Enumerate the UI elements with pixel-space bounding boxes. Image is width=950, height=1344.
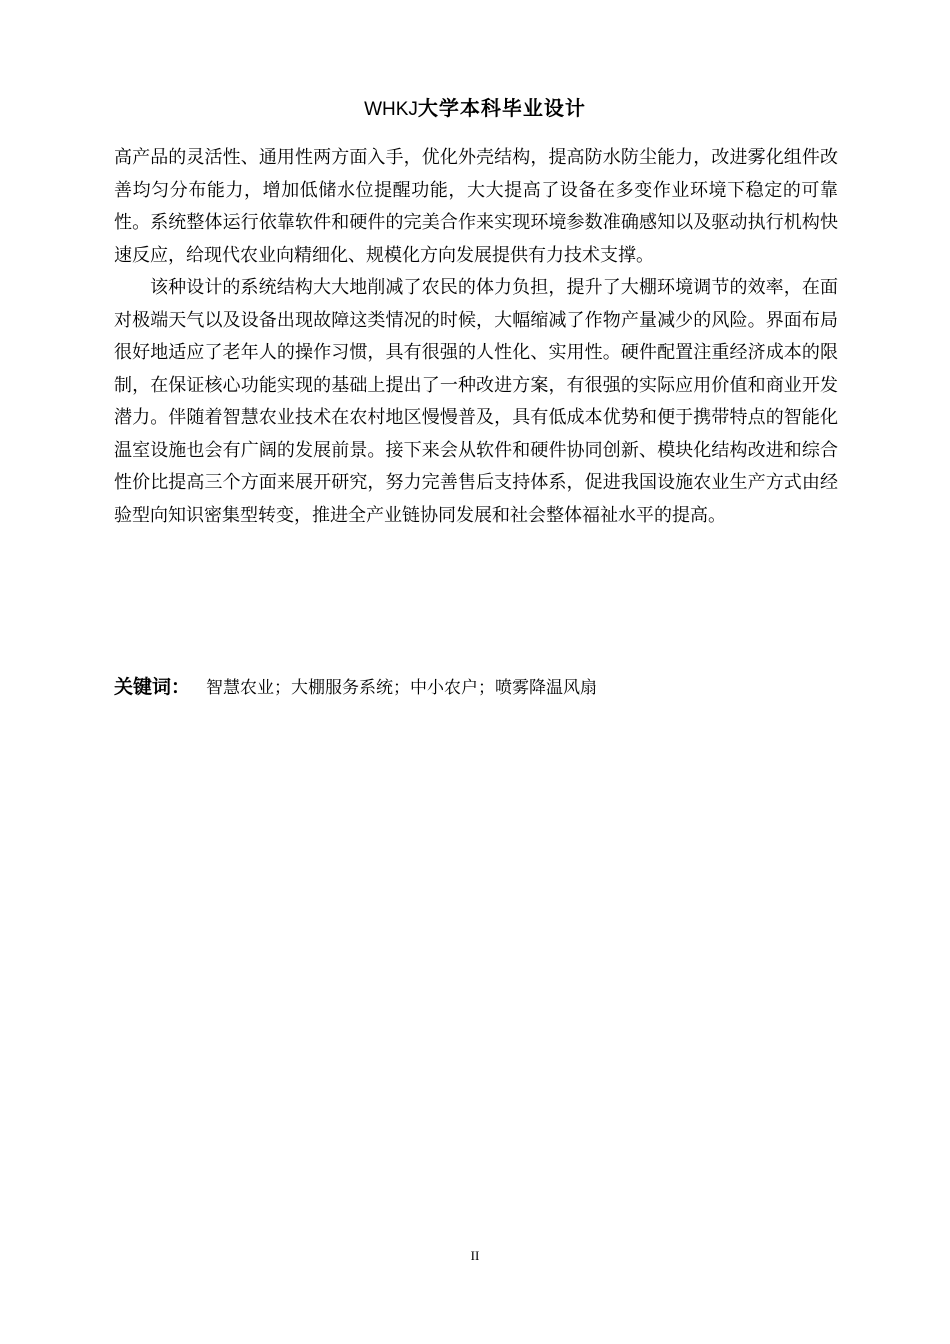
paragraph: 该种设计的系统结构大大地削减了农民的体力负担，提升了大棚环境调节的效率，在面对极端天气以及设备出现故障这类情况的时候，大幅缩减了作物产量减少的风险。界面布局很好地适应了老年人的操作习惯，具有很强的人性化、实用性。硬件配置注重经济成本的限制，在保证核心功能实现的基础上提出了一种改进方案，有很强的实际应用价值和商业开发潜力。伴随着智慧农业技术在农村地区慢慢普及，具有低成本优势和便于携带特点的智能化温室设施也会有广阔的发展前景。接下来会从软件和硬件协同创新、模块化结构改进和综合性价比提高三个方面来展开研究，努力完善售后支持体系，促进我国设施农业生产方式由经验型向知识密集型转变，推进全产业链协同发展和社会整体福祉水平的提高。 (114, 277, 838, 526)
keywords-value: 智慧农业；大棚服务系统；中小农户；喷雾降温风扇 (206, 678, 598, 698)
header-latin: WHKJ (364, 99, 418, 120)
paragraph-continued: 高产品的灵活性、通用性两方面入手，优化外壳结构，提高防水防尘能力，改进雾化组件改善均匀分布能力，增加低储水位提醒功能，大大提高了设备在多变作业环境下稳定的可靠性。系统整体运行依靠软件和硬件的完美合作来实现环境参数准确感知以及驱动执行机构快速反应，给现代农业向精细化、规模化方向发展提供有力技术支撑。 (114, 147, 838, 266)
page-number: II (470, 1248, 480, 1263)
header-title: 大学本科毕业设计 (417, 96, 586, 120)
page-header (0, 94, 950, 124)
keywords-label: 关键词： (114, 676, 191, 698)
body-text (114, 142, 838, 532)
keywords-line (114, 672, 838, 703)
